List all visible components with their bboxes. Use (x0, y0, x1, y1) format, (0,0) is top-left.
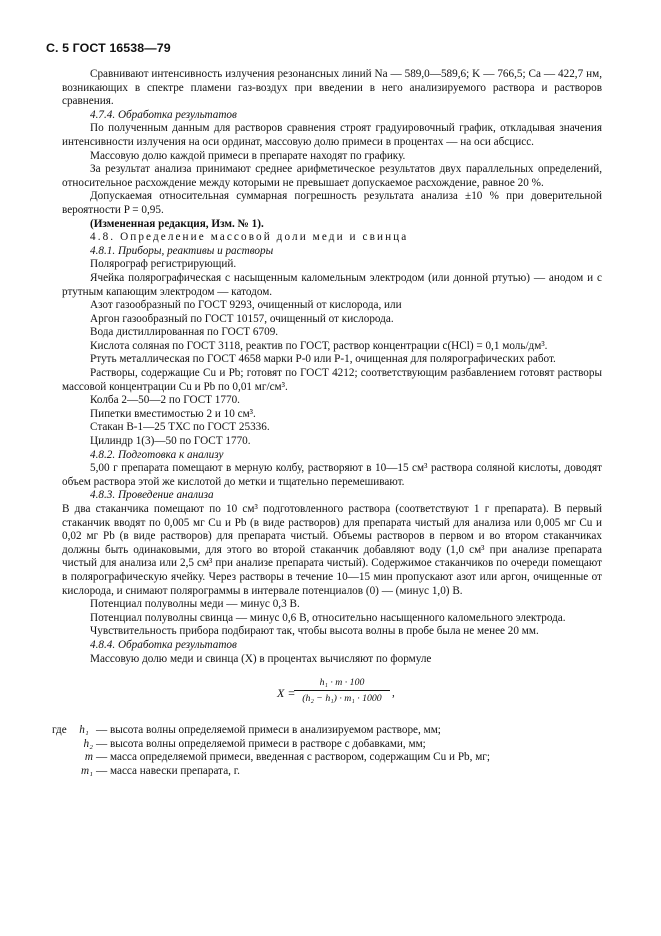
paragraph: Чувствительность прибора подбирают так, чтобы высота волны в пробе была не менее 20 мм. (90, 625, 539, 638)
paragraph: За результат анализа принимают среднее арифметическое результатов двух параллельных определений, относительное расхождение между которыми не превышает допускаемое расхождение, равное 20 %. (62, 163, 602, 189)
definition-row (52, 765, 602, 779)
fraction-bar (294, 690, 390, 691)
paragraph: Цилиндр 1(3)—50 по ГОСТ 1770. (90, 435, 251, 448)
definition-row (52, 751, 602, 765)
section-heading-4-8-3: 4.8.3. Проведение анализа (90, 489, 214, 502)
page-header: С. 5 ГОСТ 16538—79 (46, 41, 171, 55)
paragraph: Массовую долю каждой примеси в препарате находят по графику. (90, 149, 406, 162)
paragraph: Кислота соляная по ГОСТ 3118, реактив по ГОСТ, раствор концентрации c(HCl) = 0,1 моль/дм³. (90, 339, 548, 352)
paragraph: Потенциал полуволны свинца — минус 0,6 В, относительно насыщенного каломельного электрода. (90, 611, 566, 624)
definition-symbol: h₂ (83, 737, 93, 750)
formula-lhs: X = (277, 686, 296, 701)
definition-text: высота волны определяемой примеси в анализируемом растворе, мм; (110, 724, 441, 737)
definition-text: масса навески препарата, г. (110, 764, 240, 777)
definition-dash: — (96, 764, 108, 777)
section-heading-4-8-4: 4.8.4. Обработка результатов (90, 638, 237, 651)
definition-symbol: m₁ (81, 764, 93, 777)
paragraph: Стакан В-1—25 ТХС по ГОСТ 25336. (90, 421, 270, 434)
definition-prefix: где (52, 724, 67, 737)
revision-note: (Измененная редакция, Изм. № 1). (90, 217, 264, 230)
definition-text: масса определяемой примеси, введенная с раствором, содержащим Cu и Pb, мг; (110, 751, 491, 764)
formula (62, 674, 602, 714)
paragraph: Ячейка полярографическая с насыщенным каломельным электродом (или донной ртутью) — анодом и с ртутным капающим электродом — катодом. (62, 271, 602, 298)
formula-tail: , (392, 687, 395, 700)
definition-text: высота волны определяемой примеси в растворе с добавками, мм; (110, 737, 426, 750)
paragraph: Полярограф регистрирующий. (90, 258, 237, 271)
paragraph: Ртуть металлическая по ГОСТ 4658 марки Р-0 или Р-1, очищенная для полярографических работ. (90, 353, 556, 366)
paragraph: Допускаемая относительная суммарная погрешность результата анализа ±10 % при доверительной вероятности P = 0,95. (62, 190, 602, 216)
formula-fraction (294, 676, 390, 705)
document-body (52, 68, 602, 779)
definition-symbol: m (84, 751, 93, 764)
paragraph: Азот газообразный по ГОСТ 9293, очищенный от кислорода, или (90, 299, 402, 312)
paragraph: Колба 2—50—2 по ГОСТ 1770. (90, 394, 240, 407)
definition-row (52, 738, 602, 752)
paragraph: По полученным данным для растворов сравнения строят градуировочный график, откладывая значения интенсивности излучения на оси ординат, массовую долю примеси в процентах — на оси абсцисс. (62, 122, 602, 148)
definition-symbol: h₁ (79, 724, 89, 737)
paragraph: Массовую долю меди и свинца (X) в процентах вычисляют по формуле (90, 652, 432, 665)
paragraph: Пипетки вместимостью 2 и 10 см³. (90, 407, 256, 420)
definition-row (52, 724, 602, 738)
paragraph: В два стаканчика помещают по 10 см³ подготовленного раствора (соответствуют 1 г препарата). В первый стаканчик вводят по 0,005 мг Cu и Pb (в виде растворов) для препарата чистый для анализа или 0,005 мг Cu и 0,02 мг Pb (в виде растворов) для препарата чистый. Объемы растворов в первом и во втором стаканчиках должны быть одинаковыми, для этого во второй стаканчик добавляют воду (1,0 см³ при анализе препарата чистый для анализа или 2,5 см³ при анализе препарата чистый). Содержимое стаканчиков по очереди помещают в полярографическую ячейку. Через растворы в течение 10—15 мин пропускают азот или аргон, очищенные от кислорода, и снимают полярограммы в интервале потенциалов (0) — (минус 1,0) В. (62, 503, 602, 597)
definition-dash: — (96, 751, 108, 764)
definitions-list (52, 724, 602, 778)
section-heading-4-8-1: 4.8.1. Приборы, реактивы и растворы (90, 244, 274, 257)
paragraph: Потенциал полуволны меди — минус 0,3 В. (90, 598, 300, 611)
paragraph: Растворы, содержащие Cu и Pb; готовят по ГОСТ 4212; соответствующим разбавлением готовят растворы массовой концентрации Cu и Pb по 0,01 мг/см³. (62, 367, 602, 393)
section-heading-4-8: 4.8. Определение массовой доли меди и свинца (90, 231, 409, 244)
paragraph: Сравнивают интенсивность излучения резонансных линий Na — 589,0—589,6; K — 766,5; Ca — 422,7 нм, возникающих в спектре пламени газ-воздух при введении в него анализируемого раствора и растворов сравнения. (62, 68, 602, 108)
definition-dash: — (96, 737, 108, 750)
formula-denominator: (h₂ − h₁) · m₁ · 1000 (302, 693, 382, 705)
section-heading-4-8-2: 4.8.2. Подготовка к анализу (90, 448, 224, 461)
section-heading-4-7-4: 4.7.4. Обработка результатов (90, 108, 237, 121)
definition-dash: — (96, 724, 108, 737)
formula-numerator: h₁ · m · 100 (319, 677, 365, 689)
paragraph: Аргон газообразный по ГОСТ 10157, очищенный от кислорода. (90, 312, 394, 325)
paragraph: 5,00 г препарата помещают в мерную колбу, растворяют в 10—15 см³ раствора соляной кислоты, доводят объем раствора этой же кислотой до метки и тщательно перемешивают. (62, 462, 602, 488)
paragraph: Вода дистиллированная по ГОСТ 6709. (90, 326, 279, 339)
